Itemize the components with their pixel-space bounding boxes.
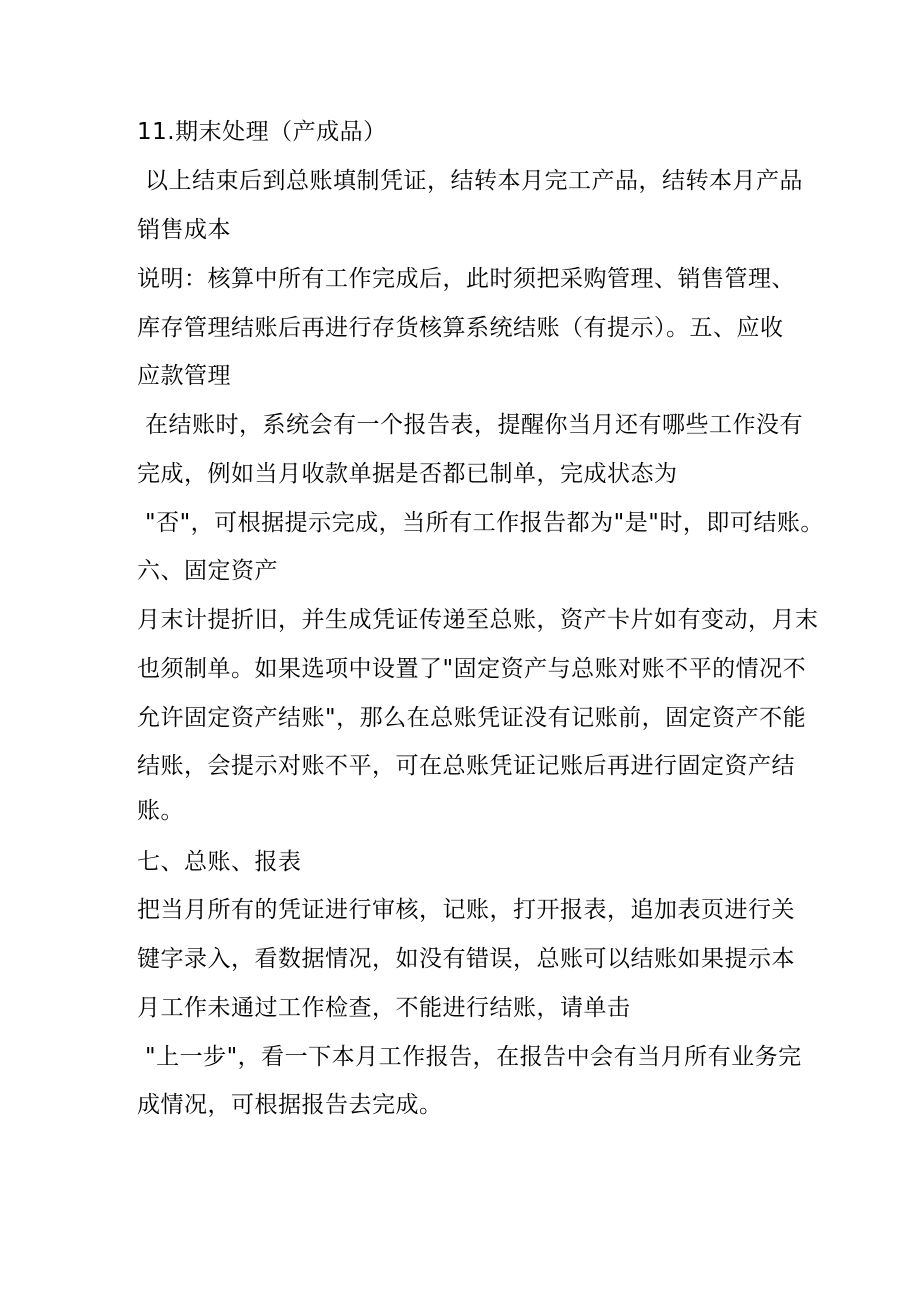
paragraph-line: 也须制单。如果选项中设置了"固定资产与总账对账不平的情况不 bbox=[137, 656, 807, 682]
paragraph-line: 月末计提折旧，并生成凭证传递至总账，资产卡片如有变动，月末 bbox=[137, 607, 819, 633]
paragraph-line: 允许固定资产结账"，那么在总账凭证没有记账前，固定资产不能 bbox=[137, 705, 807, 731]
paragraph-line: 销售成本 bbox=[137, 217, 231, 243]
paragraph-line: 以上结束后到总账填制凭证，结转本月完工产品，结转本月产品 bbox=[145, 168, 803, 194]
section-heading-general-ledger: 七、总账、报表 bbox=[137, 849, 302, 875]
paragraph-line: 在结账时，系统会有一个报告表，提醒你当月还有哪些工作没有 bbox=[145, 412, 803, 438]
paragraph-line: 键字录入，看数据情况，如没有错误，总账可以结账如果提示本 bbox=[137, 946, 795, 972]
section-heading-fixed-assets: 六、固定资产 bbox=[137, 558, 278, 584]
paragraph-line: 账。 bbox=[137, 798, 184, 824]
paragraph-line: 成情况，可根据报告去完成。 bbox=[137, 1092, 443, 1118]
paragraph-line: 库存管理结账后再进行存货核算系统结账（有提示）。五、应收 bbox=[137, 315, 784, 341]
section-heading-period-end: 11.期末处理（产成品） bbox=[137, 119, 387, 145]
paragraph-line: "上一步"，看一下本月工作报告，在报告中会有当月所有业务完 bbox=[145, 1044, 802, 1070]
paragraph-line: 应款管理 bbox=[137, 363, 231, 389]
paragraph-line: "否"，可根据提示完成，当所有工作报告都为"是"时，即可结账。 bbox=[145, 510, 824, 536]
paragraph-line: 结账，会提示对账不平，可在总账凭证记账后再进行固定资产结 bbox=[137, 753, 795, 779]
paragraph-line: 把当月所有的凭证进行审核，记账，打开报表，追加表页进行关 bbox=[137, 897, 795, 923]
paragraph-line: 完成，例如当月收款单据是否都已制单，完成状态为 bbox=[137, 461, 678, 487]
paragraph-line: 月工作未通过工作检查，不能进行结账，请单击 bbox=[137, 995, 631, 1021]
paragraph-line: 说明：核算中所有工作完成后，此时须把采购管理、销售管理、 bbox=[137, 266, 795, 292]
